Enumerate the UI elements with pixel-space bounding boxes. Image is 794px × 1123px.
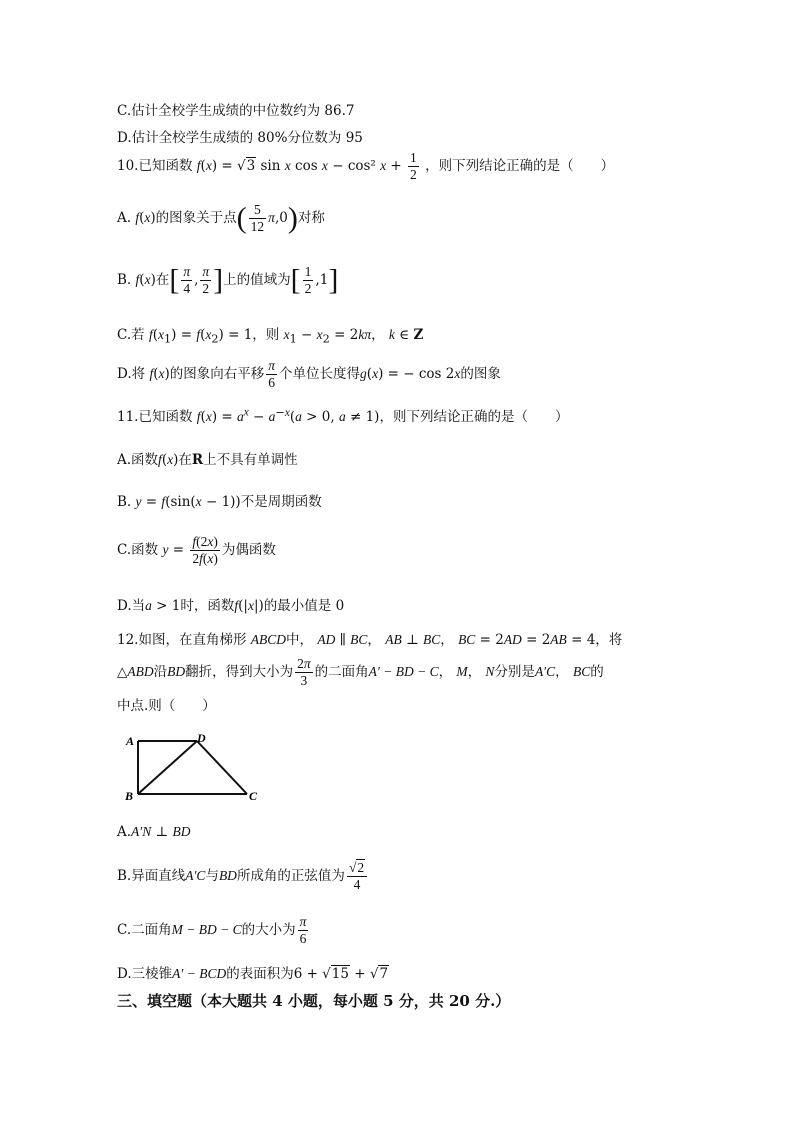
vertex-d-label: D [197,731,206,745]
trapezoid-figure [117,728,267,808]
q10-option-b: B. f(x)在[ $\frac{\pi}{4}$ , $\frac{\pi}{2}$ ]上的值域为[ $\frac{1}{2}$ ,1] [117,263,339,297]
vertex-b-label: B [125,789,134,803]
q12-option-d: D.三棱锥A′ − BCD的表面积为6 + √15 + √7 [117,966,389,982]
q10-option-d: D.将 f(x)的图象向右平移 $\frac{\pi}{6}$ 个单位长度得g(x) = − cos 2x的图象 [117,358,501,390]
q12-stem-line2: △ABD沿BD翻折，得到大小为 $\frac{2\pi}{3}$ 的二面角A′ − BD − C， M， N分别是A′C， BC的 [117,656,604,688]
q12-option-c: C.二面角M − BD − C的大小为 $\frac{\pi}{6}$ [117,914,307,946]
q12-stem-line3: 中点.则（ ） [117,698,216,714]
q11-option-a: A.函数f(x)在R上不具有单调性 [117,452,298,468]
q9-option-c: C.估计全校学生成绩的中位数约为 86.7 [117,103,355,119]
q12-option-b: B.异面直线A′C与BD所成角的正弦值为 $\frac{√2}{4}$ [117,860,369,893]
edge-dc [197,741,247,794]
q11-option-d: D.当a > 1时，函数f(|x|)的最小值是 0 [117,598,345,614]
q11-stem: 11.已知函数 $f(x) = a^x - a^{-x}(a > 0$, a ≠ 1)，则下列结论正确的是（ ） [117,405,569,425]
q11-option-b: B. y = f(sin(x − 1))不是周期函数 [117,494,322,510]
q10-stem-suffix: ，则下列结论正确的是（ ） [425,158,615,174]
q12-option-a: A.A′N ⊥ BD [117,824,191,840]
edge-bd [138,741,197,794]
q9-option-d: D.估计全校学生成绩的 80%分位数为 95 [117,130,363,146]
q10-half-fraction: $\frac{1}{2}$ [410,150,417,182]
vertex-a-label: A [126,734,135,748]
vertex-c-label: C [249,789,258,803]
q10-stem: 10.已知函数 f(x) = √3 sin x cos x − cos² x + $\frac{1}{2}$ ，则下列结论正确的是（ ） [117,150,615,182]
section-3-heading: 三、填空题（本大题共 4 小题，每小题 5 分，共 20 分.） [117,992,511,1010]
q10-option-a: A. f(x)的图象关于点( $\frac{5}{12}$ π,0)对称 [117,201,325,235]
q10-stem-prefix: 10.已知函数 [117,158,193,174]
q11-option-c: C.函数 y = $\frac{f(2x)}{2f(x)}$ 为偶函数 [117,534,276,566]
q10-option-c: C.若 $f(x_1) = f(x_2) = 1$，则 $x_1 - x_2 = 2k\pi$， k ∈ Z [117,327,424,346]
q12-stem-line1: 12.如图，在直角梯形 ABCD中， AD ∥ BC， AB ⊥ BC， BC = 2AD = 2AB = 4，将 [117,632,623,648]
